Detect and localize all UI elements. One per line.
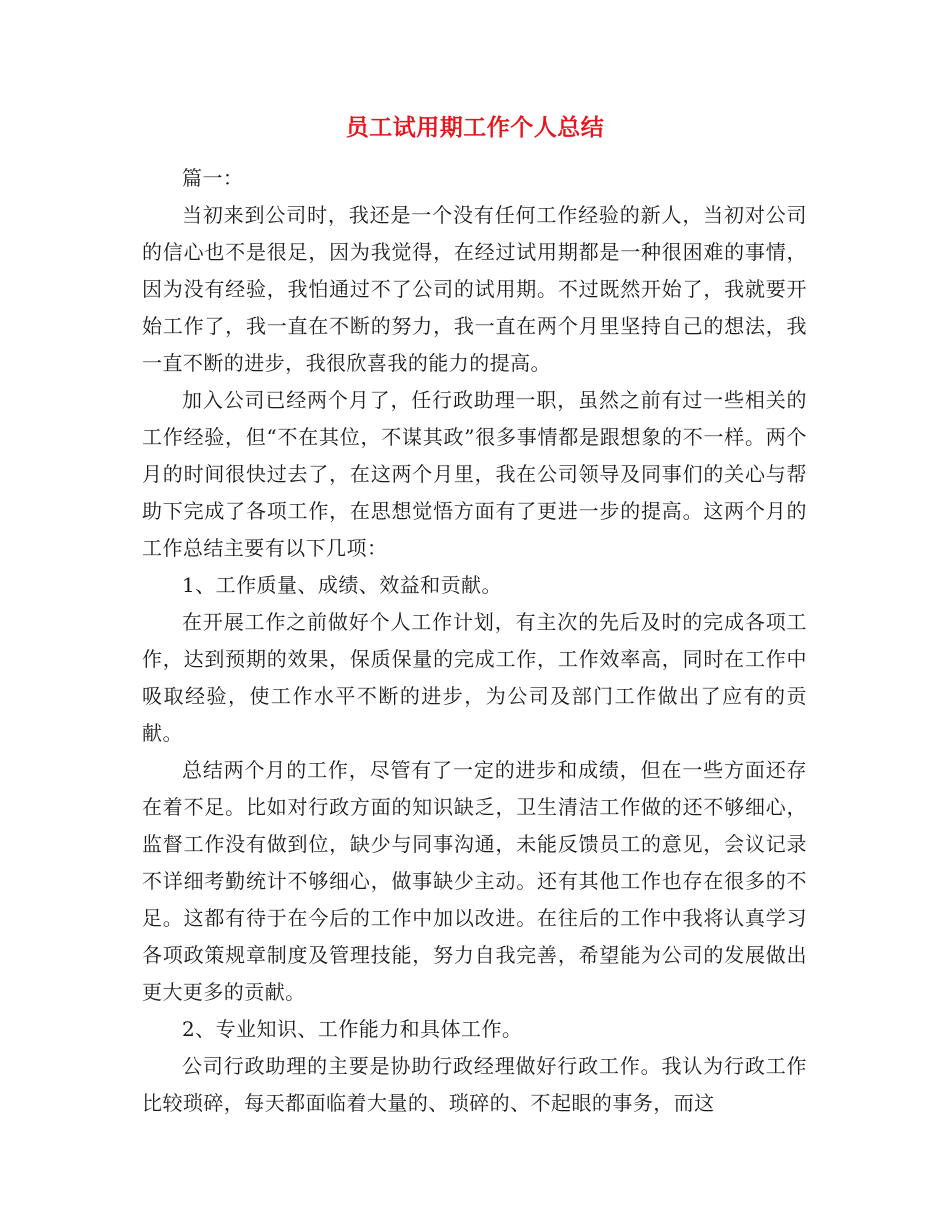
section-heading: 2、专业知识、工作能力和具体工作。 <box>182 1017 523 1041</box>
paragraph: 总结两个月的工作，尽管有了一定的进步和成绩，但在一些方面还存在着不足。比如对行政方面的知识缺乏，卫生清洁工作做的还不够细心，监督工作没有做到位，缺少与同事沟通，未能反馈员工的意见，会议记录不详细考勤统计不够细心，做事缺少主动。还有其他工作也存在很多的不足。这都有待于在今后的工作中加以改进。在往后的工作中我将认真学习各项政策规章制度及管理技能，努力自我完善，希望能为公司的发展做出更大更多的贡献。 <box>142 758 807 1004</box>
paragraph: 加入公司已经两个月了，任行政助理一职，虽然之前有过一些相关的工作经验，但“不在其位，不谋其政”很多事情都是跟想象的不一样。两个月的时间很快过去了，在这两个月里，我在公司领导及同事们的关心与帮助下完成了各项工作，在思想觉悟方面有了更进一步的提高。这两个月的工作总结主要有以下几项： <box>142 388 807 560</box>
document-title: 员工试用期工作个人总结 <box>345 115 605 141</box>
paragraph: 当初来到公司时，我还是一个没有任何工作经验的新人，当初对公司的信心也不是很足，因为我觉得，在经过试用期都是一种很困难的事情，因为没有经验，我怕通过不了公司的试用期。不过既然开始了，我就要开始工作了，我一直在不断的努力，我一直在两个月里坚持自己的想法，我一直不断的进步，我很欣喜我的能力的提高。 <box>142 203 807 375</box>
paragraph: 在开展工作之前做好个人工作计划，有主次的先后及时的完成各项工作，达到预期的效果，保质保量的完成工作，工作效率高，同时在工作中吸取经验，使工作水平不断的进步，为公司及部门工作做出了应有的贡献。 <box>142 610 807 745</box>
section-heading: 1、工作质量、成绩、效益和贡献。 <box>182 573 502 597</box>
document-body <box>142 160 807 1122</box>
section-label: 篇一： <box>182 166 244 190</box>
paragraph: 公司行政助理的主要是协助行政经理做好行政工作。我认为行政工作比较琐碎，每天都面临着大量的、琐碎的、不起眼的事务，而这 <box>142 1054 807 1115</box>
